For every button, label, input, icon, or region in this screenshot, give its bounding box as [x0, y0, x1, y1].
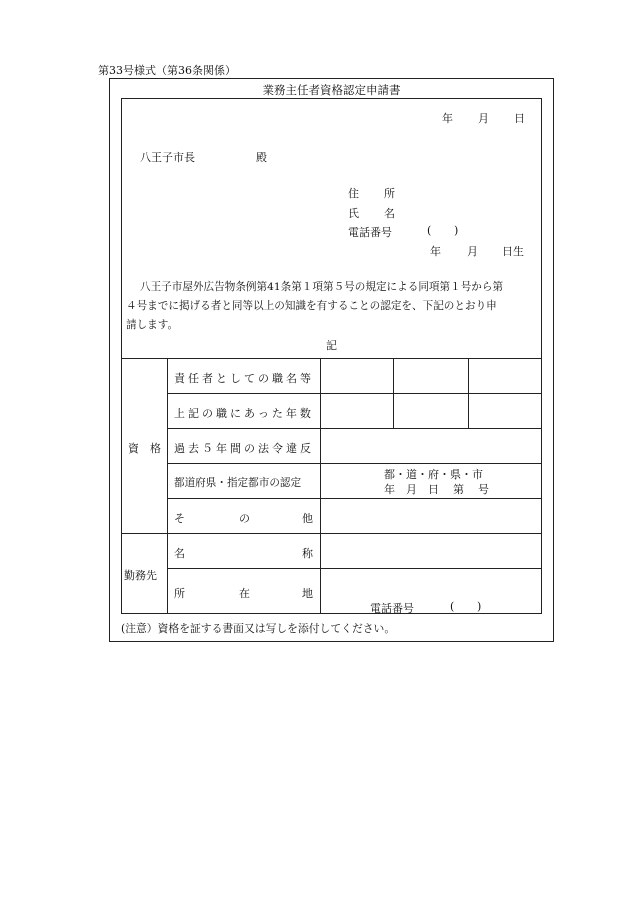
row-rule-4 — [167, 498, 542, 499]
phone-paren-close: ) — [454, 224, 459, 237]
body-text-line-3: 請します。 — [126, 319, 179, 331]
birth-month-label: 月 — [467, 245, 478, 258]
addressee-honorific: 殿 — [256, 151, 267, 164]
row-years-label: 上記の職にあった年数 — [174, 407, 314, 420]
row-job-title-label: 責任者としての職名等 — [174, 372, 314, 385]
phone-label: 電話番号 — [348, 226, 392, 239]
row-rule-3 — [167, 463, 542, 464]
workplace-location-label-3: 地 — [302, 587, 313, 600]
workplace-name-label-2: 称 — [302, 547, 313, 560]
body-text-line-2: ４号までに掲げる者と同等以上の知識を有することの認定を、下記のとおり申 — [126, 300, 497, 312]
date-day-label: 日 — [514, 112, 525, 125]
form-title: 業務主任者資格認定申請書 — [262, 83, 401, 97]
workplace-label: 勤務先 — [124, 569, 157, 582]
row-violations-label: 過去５年間の法令違反 — [174, 442, 314, 455]
certification-year: 年 — [384, 483, 395, 496]
certification-day: 日 — [428, 483, 439, 496]
address-label-1: 住 — [348, 187, 359, 200]
inner-frame — [121, 98, 542, 614]
workplace-name-label-1: 名 — [174, 547, 185, 560]
birth-year-label: 年 — [430, 245, 441, 258]
phone-paren-open: ( — [427, 224, 432, 237]
label-divider — [320, 358, 321, 614]
workplace-phone-paren-close: ) — [477, 600, 482, 613]
qualification-label-1: 資 — [128, 442, 139, 455]
row-certification-label: 都道府県・指定都市の認定 — [174, 477, 302, 489]
workplace-location-label-1: 所 — [174, 587, 185, 600]
addressee-name: 八王子市長 — [140, 151, 195, 164]
workplace-phone-label: 電話番号 — [370, 602, 414, 615]
birth-day-label: 日生 — [502, 245, 524, 258]
row-other-label-1: そ — [174, 512, 185, 525]
section-divider — [167, 358, 168, 614]
date-month-label: 月 — [478, 112, 489, 125]
certification-prefecture-text: 都・道・府・県・市 — [384, 468, 483, 481]
certification-dai: 第 — [453, 483, 464, 496]
table-top-rule — [121, 358, 542, 359]
body-text-line-1: 八王子市屋外広告物条例第41条第１項第５号の規定による同項第１号から第 — [140, 281, 504, 293]
row-rule-5 — [167, 568, 542, 569]
form-number: 第33号様式（第36条関係） — [98, 64, 236, 77]
date-year-label: 年 — [442, 112, 453, 125]
row-rule-1 — [167, 393, 542, 394]
workplace-location-label-2: 在 — [239, 587, 250, 600]
workplace-phone-paren-open: ( — [450, 600, 455, 613]
ki-heading: 記 — [326, 339, 337, 352]
certification-go: 号 — [478, 483, 489, 496]
row-other-label-2: の — [239, 512, 250, 525]
row-rule-2 — [167, 428, 542, 429]
row-other-label-3: 他 — [302, 512, 313, 525]
section-rule — [121, 533, 542, 534]
qualification-label-2: 格 — [150, 442, 161, 455]
note-text: (注意）資格を証する書面又は写しを添付してください。 — [121, 622, 396, 635]
address-label-2: 所 — [384, 187, 395, 200]
name-label-2: 名 — [384, 207, 395, 220]
certification-month: 月 — [406, 483, 417, 496]
name-label-1: 氏 — [348, 207, 359, 220]
